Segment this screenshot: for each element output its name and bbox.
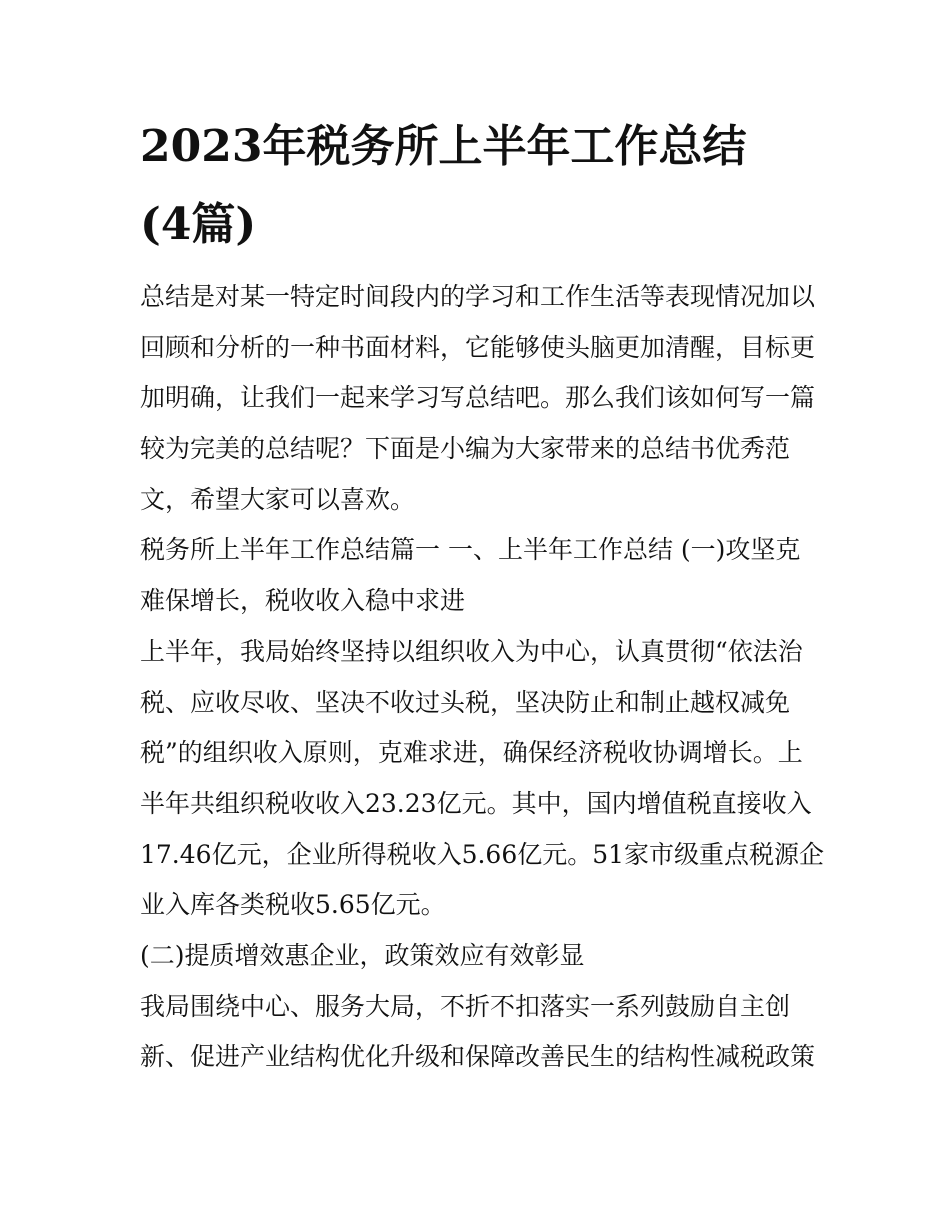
document-title [140, 108, 820, 264]
paragraph-line: 我局围绕中心、服务大局，不折不扣落实一系列鼓励自主创 [140, 991, 791, 1021]
intro-paragraph-line: 文，希望大家可以喜欢。 [140, 484, 416, 514]
subheading-line: (二)提质增效惠企业，政策效应有效彰显 [140, 940, 585, 970]
paragraph-line: 17.46亿元，企业所得税收入5.66亿元。51家市级重点税源企 [140, 839, 825, 869]
paragraph-line: 新、促进产业结构优化升级和保障改善民生的结构性减税政策 [140, 1042, 816, 1072]
document-body [140, 272, 830, 1083]
title-line: 2023年税务所上半年工作总结 [140, 121, 747, 172]
intro-paragraph-line: 总结是对某一特定时间段内的学习和工作生活等表现情况加以 [140, 282, 816, 311]
paragraph-line: 半年共组织税收收入23.23亿元。其中，国内增值税直接收入 [140, 788, 812, 818]
intro-paragraph-line: 回顾和分析的一种书面材料，它能够使头脑更加清醒，目标更 [140, 332, 816, 362]
section-heading-line: 难保增长，税收收入稳中求进 [140, 586, 466, 616]
paragraph-line: 税、应收尽收、坚决不收过头税，坚决防止和制止越权减免 [140, 687, 791, 717]
paragraph-line: 上半年，我局始终坚持以组织收入为中心，认真贯彻“依法治 [140, 636, 803, 666]
intro-paragraph-line: 较为完美的总结呢？下面是小编为大家带来的总结书优秀范 [140, 434, 791, 464]
title-line: (4篇) [140, 199, 257, 250]
paragraph-line: 业入库各类税收5.65亿元。 [140, 890, 446, 920]
section-heading-line: 税务所上半年工作总结篇一 一、上半年工作总结 (一)攻坚克 [140, 535, 801, 565]
paragraph-line: 税”的组织收入原则，克难求进，确保经济税收协调增长。上 [140, 738, 803, 768]
intro-paragraph-line: 加明确，让我们一起来学习写总结吧。那么我们该如何写一篇 [140, 383, 816, 413]
